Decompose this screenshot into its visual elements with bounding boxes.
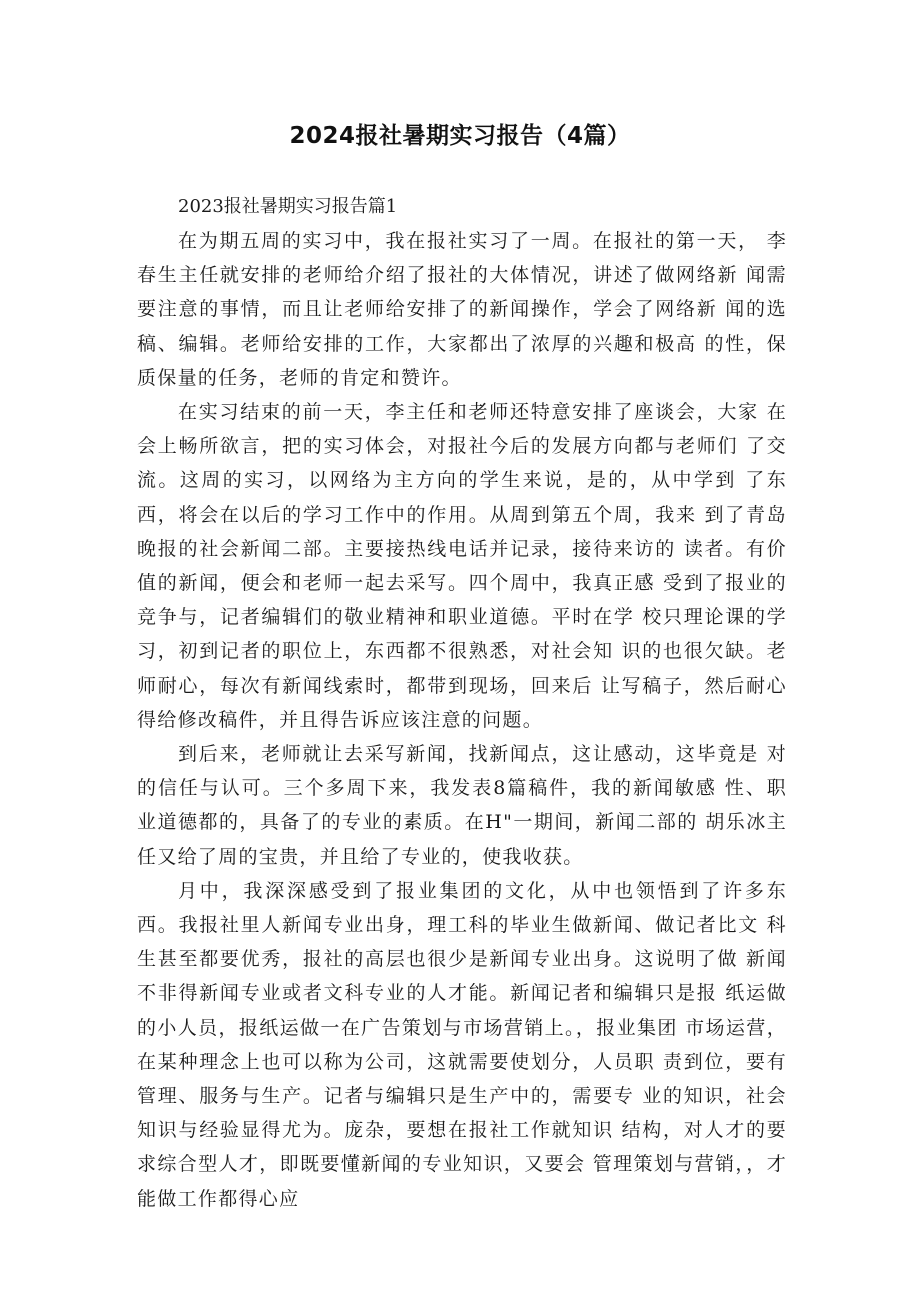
section-heading: 2023报社暑期实习报告篇1 bbox=[178, 196, 398, 217]
document-title: 2024报社暑期实习报告（4篇） bbox=[289, 123, 631, 149]
paragraph: 在为期五周的实习中，我在报社实习了一周。在报社的第一天， 李春生主任就安排的老师给介绍了报社的大体情况，讲述了做网络新 闻需要注意的事情，而且让老师给安排了的新闻操作，学会了网络新 闻的选稿、编辑。老师给安排的工作，大家都出了浓厚的兴趣和极高 的性，保质保量的任务，老师的肯定和赞许。 bbox=[137, 230, 787, 389]
paragraph: 到后来，老师就让去采写新闻，找新闻点，这让感动，这毕竟是 对的信任与认可。三个多周下来，我发表8篇稿件，我的新闻敏感 性、职业道德都的，具备了的专业的素质。在H"一期间，新闻二部的 胡乐冰主任又给了周的宝贵，并且给了专业的，使我收获。 bbox=[137, 743, 787, 868]
paragraph: 月中，我深深感受到了报业集团的文化，从中也领悟到了许多东 西。我报社里人新闻专业出身，理工科的毕业生做新闻、做记者比文 科生甚至都要优秀，报社的高层也很少是新闻专业出身。这说明了做 新闻不非得新闻专业或者文科专业的人才能。新闻记者和编辑只是报 纸运做的小人员，报纸运做一在广告策划与市场营销上。，报业集团 市场运营，在某种理念上也可以称为公司，这就需要使划分，人员职 责到位，要有管理、服务与生产。记者与编辑只是生产中的，需要专 业的知识，社会知识与经验显得尤为。庞杂，要想在报社工作就知识 结构，对人才的要求综合型人才，即既要懂新闻的专业知识，又要会 管理策划与营销，，才能做工作都得心应 bbox=[137, 879, 787, 1210]
paragraph: 在实习结束的前一天，李主任和老师还特意安排了座谈会，大家 在会上畅所欲言，把的实习体会，对报社今后的发展方向都与老师们 了交流。这周的实习，以网络为主方向的学生来说，是的，从中学到 了东西，将会在以后的学习工作中的作用。从周到第五个周，我来 到了青岛晚报的社会新闻二部。主要接热线电话并记录，接待来访的 读者。有价值的新闻，便会和老师一起去采写。四个周中，我真正感 受到了报业的竞争与，记者编辑们的敬业精神和职业道德。平时在学 校只理论课的学习，初到记者的职位上，东西都不很熟悉，对社会知 识的也很欠缺。老师耐心，每次有新闻线索时，都带到现场，回来后 让写稿子，然后耐心得给修改稿件，并且得告诉应该注意的问题。 bbox=[137, 401, 787, 731]
document-body bbox=[137, 190, 787, 1216]
